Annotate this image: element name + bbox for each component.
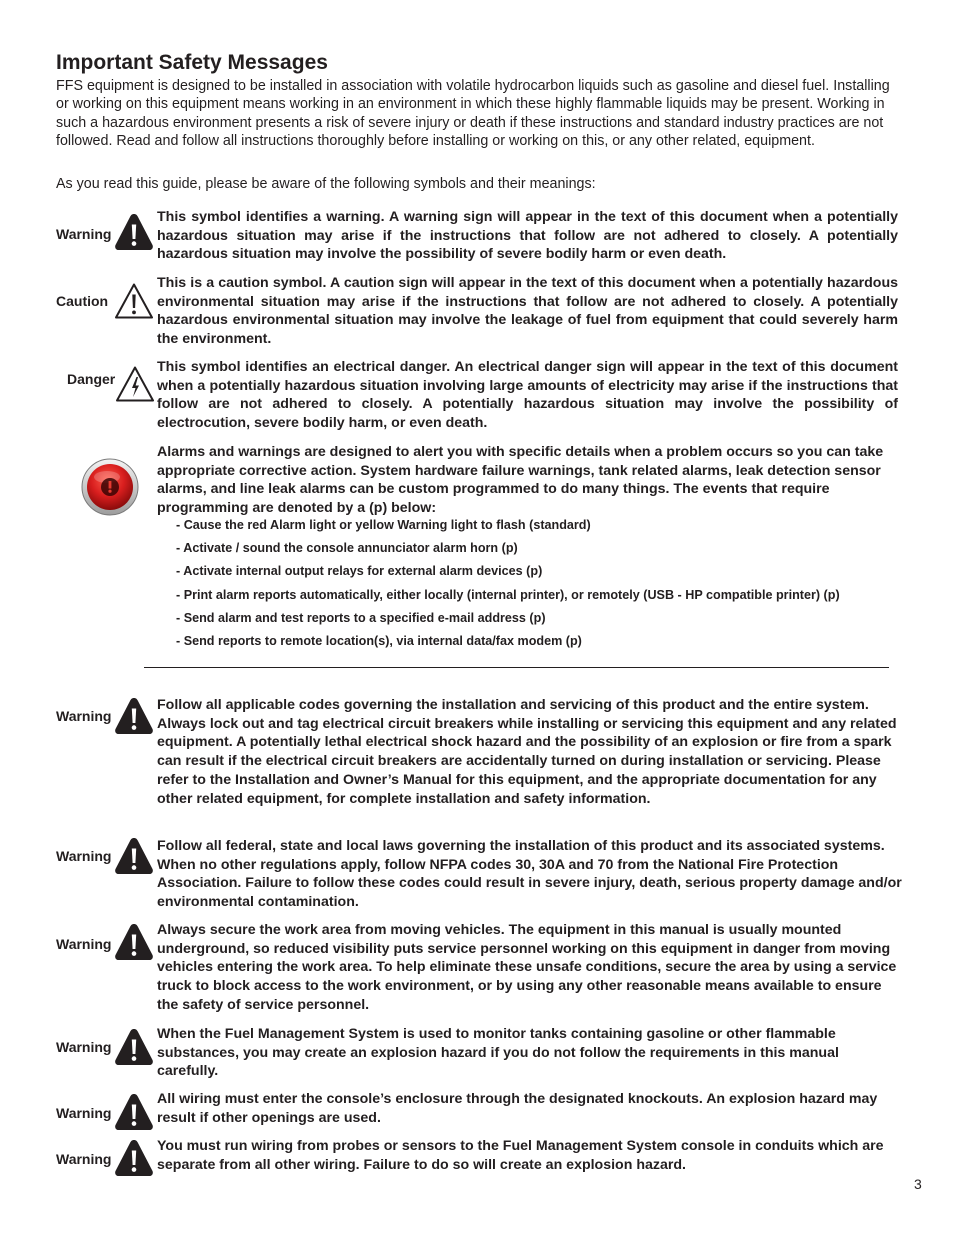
caution-symbol-label: Caution [56,293,109,309]
warning-symbol-label: Warning [56,226,112,242]
warning-triangle-icon [114,1138,154,1178]
electrical-danger-icon [115,364,155,404]
list-item: - Cause the red Alarm light or yellow Warning light to flash (standard) [176,518,591,532]
warning-label: Warning [56,848,112,864]
warning-triangle-icon [114,836,154,876]
warning-triangle-icon [114,696,154,736]
warning-label: Warning [56,1039,112,1055]
warning-message: You must run wiring from probes or sensors to the Fuel Management System console in conduits which are separate from all other wiring. Failure to do so will create an explosion hazard. [157,1138,884,1173]
danger-symbol-label: Danger [67,371,116,387]
alarm-actions-list [176,517,840,656]
warning-message: Always secure the work area from moving vehicles. The equipment in this manual is usually mounted underground, so reduced visibility puts service personnel working on this equipment in danger from moving vehicles entering the work area. To help eliminate these unsafe conditions, secure the area by using a service truck to block access to the work environment, or by using any other reasonable means available to ensure the safety of service personnel. [157,922,897,1013]
warning-message: All wiring must enter the console’s enclosure through the designated knockouts. An explosion hazard may result if other openings are used. [157,1091,878,1126]
symbols-lead: As you read this guide, please be aware of the following symbols and their meanings: [56,176,596,192]
warning-message: Follow all applicable codes governing the installation and servicing of this product and the entire system. Always lock out and tag electrical circuit breakers while installing or servicing this equipment and any related equipment. A potentially lethal electrical shock hazard and the possibility of an explosion or fire from a spark can result if the electrical circuit breakers are accidentally turned on during installation or servicing. Please refer to the Installation and Owner’s Manual for this equipment, and the appropriate documentation for any other related equipment, for complete installation and safety information. [157,697,897,807]
warning-symbol-description: This symbol identifies a warning. A warning sign will appear in the text of this document when a potentially hazardous situation may arise if the instructions that follow are not adhered to closely. A potentially hazardous situation may involve the possibility of severe bodily harm or even death. [157,209,898,263]
caution-triangle-icon [114,281,154,321]
list-item: - Send reports to remote location(s), via internal data/fax modem (p) [176,633,582,648]
red-alarm-button-icon [80,457,140,517]
warning-label: Warning [56,1105,112,1121]
warning-triangle-icon [114,1092,154,1132]
danger-symbol-description: This symbol identifies an electrical danger. An electrical danger sign will appear in the text of this document when a potentially hazardous situation involving large amounts of electricity may arise if the instructions that follow are not adhered to closely. A potentially hazardous situation may involve the possibility of electrocution, severe bodily harm, or even death. [157,359,898,432]
warning-message: When the Fuel Management System is used to monitor tanks containing gasoline or other flammable substances, you may create an explosion hazard if you do not follow the requirements in this manual carefully. [157,1026,839,1080]
warning-triangle-icon [114,1027,154,1067]
warning-message: Follow all federal, state and local laws governing the installation of this product and its associated systems. When no other regulations apply, follow NFPA codes 30, 30A and 70 from the National Fire Protection Association. Failure to follow these codes could result in severe injury, death, serious property damage and/or environmental contamination. [157,838,902,911]
list-item: - Activate / sound the console annunciator alarm horn (p) [176,541,518,556]
warning-label: Warning [56,1151,112,1167]
page-title: Important Safety Messages [56,51,328,74]
list-item: - Print alarm reports automatically, either locally (internal printer), or remotely (USB - HP compatible printer) (p) [176,587,840,602]
warning-triangle-icon [114,212,154,252]
warning-triangle-icon [114,922,154,962]
warning-label: Warning [56,936,112,952]
section-divider [144,667,889,668]
caution-symbol-description: This is a caution symbol. A caution sign will appear in the text of this document when a potentially hazardous environmental situation may arise if the instructions that follow are not adhered to closely. A potentially hazardous environmental situation may involve the leakage of fuel from equipment that could severely harm the environment. [157,275,898,348]
warning-label: Warning [56,708,112,724]
list-item: - Send alarm and test reports to a specified e-mail address (p) [176,610,546,625]
list-item: - Activate internal output relays for external alarm devices (p) [176,564,543,579]
intro-paragraph: FFS equipment is designed to be installed in association with volatile hydrocarbon liquids such as gasoline and diesel fuel. Installing or working on this equipment means working in an environment in which these highly flammable liquids may be present. Working in such a hazardous environment presents a risk of severe injury or death if these instructions and standard industry practices are not followed. Read and follow all instructions thoroughly before installing or working on this, or any other related, equipment. [56,78,890,150]
page-number: 3 [914,1176,922,1192]
alarm-description: Alarms and warnings are designed to alert you with specific details when a problem occurs so you can take appropriate corrective action. System hardware failure warnings, tank related alarms, leak detection sensor alarms, and line leak alarms can be custom programmed to do many things. The events that require programming are denoted by a (p) below: [157,444,884,517]
